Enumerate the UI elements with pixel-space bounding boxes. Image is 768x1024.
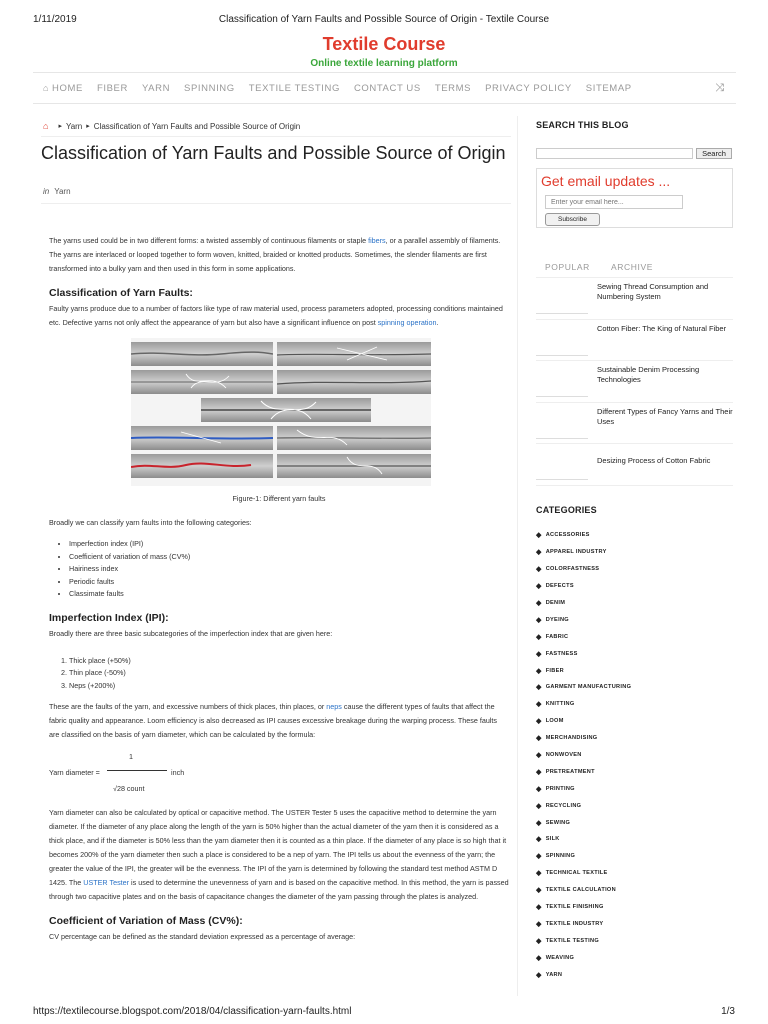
category-item[interactable]	[536, 578, 733, 595]
yarn-strip	[131, 342, 273, 366]
divider	[41, 136, 511, 137]
tag-icon: ◆	[536, 836, 542, 844]
post-thumbnail[interactable]	[536, 409, 588, 439]
list-item: 3. Neps (+200%)	[69, 680, 509, 693]
category-label: TEXTILE INDUSTRY	[545, 920, 604, 927]
category-label: PRINTING	[545, 785, 575, 792]
ipi-list	[69, 655, 509, 693]
main-nav	[33, 72, 736, 104]
popular-post-title[interactable]: Desizing Process of Cotton Fabric	[597, 456, 711, 465]
tab-popular[interactable]: POPULAR	[545, 262, 590, 272]
list-item: • Imperfection index (IPI)	[69, 538, 509, 551]
nav-label: HOME	[52, 82, 83, 94]
category-label: NONWOVEN	[545, 752, 582, 759]
category-item[interactable]	[536, 628, 733, 645]
formula-label: Yarn diameter =	[49, 768, 100, 777]
search-heading: SEARCH THIS BLOG	[536, 120, 629, 130]
tag-icon: ◆	[536, 971, 542, 979]
popular-post-title[interactable]: Different Types of Fancy Yarns and Their Uses	[597, 406, 733, 426]
post-title: Classification of Yarn Faults and Possible Source of Origin	[41, 143, 506, 163]
ipi-text-a: These are the faults of the yarn, and excessive numbers of thick places, thin places, or	[49, 702, 327, 711]
category-item[interactable]	[536, 915, 733, 932]
category-label: TECHNICAL TEXTILE	[545, 870, 608, 877]
post-thumbnail[interactable]	[536, 450, 588, 480]
search-form	[536, 148, 732, 160]
print-date: 1/11/2019	[33, 14, 77, 25]
popular-post[interactable]	[536, 444, 733, 486]
nav-home[interactable]	[43, 83, 83, 94]
category-item[interactable]	[536, 544, 733, 561]
faults-text-b: .	[436, 318, 439, 327]
tag-icon: ◆	[536, 802, 542, 810]
formula-unit: inch	[171, 768, 185, 777]
list-item: • Hairiness index	[69, 563, 509, 576]
figure-caption: Figure-1: Different yarn faults	[232, 494, 326, 503]
nav-fiber[interactable]: FIBER	[96, 82, 128, 94]
category-label: DENIM	[545, 600, 566, 606]
tag-icon: ◆	[536, 583, 542, 591]
ipi-intro: Broadly there are three basic subcategories of the imperfection index that are given here:	[49, 628, 333, 638]
breadcrumb-current: Classification of Yarn Faults and Possible Source of Origin	[93, 121, 301, 131]
page-number: 1/3	[721, 1006, 735, 1017]
print-url: https://textilecourse.blogspot.com/2018/04/classification-yarn-faults.html	[33, 1006, 352, 1017]
chevron-right-icon: ▸	[58, 123, 62, 130]
category-item[interactable]	[536, 696, 733, 713]
category-label: TEXTILE TESTING	[545, 937, 599, 944]
category-item[interactable]	[536, 645, 733, 662]
category-item[interactable]	[536, 966, 733, 983]
category-label: FASTNESS	[545, 650, 578, 657]
shuffle-icon[interactable]: ⤨	[715, 82, 724, 94]
uster-text-b: is used to determine the unevenness of yarn and is based on the capacitive method. In this method, the yarn is passed through two capacitive plates and on the basis of capacitance changes the diameter of the yarn passing through the plates is analyzed.	[49, 878, 509, 901]
category-item[interactable]	[536, 747, 733, 764]
spinning-operation-link[interactable]: spinning operation	[377, 318, 437, 327]
tag-icon: ◆	[536, 853, 542, 861]
popular-post[interactable]	[536, 278, 733, 320]
yarn-diameter-formula	[49, 750, 509, 796]
tag-icon: ◆	[536, 735, 542, 743]
post-meta	[43, 187, 71, 196]
popular-post-title[interactable]: Cotton Fiber: The King of Natural Fiber	[597, 323, 727, 333]
popular-post-title[interactable]: Sustainable Denim Processing Technologies	[597, 365, 700, 384]
category-label: FIBER	[545, 667, 564, 674]
print-title: Classification of Yarn Faults and Possible Source of Origin - Textile Course	[218, 14, 550, 25]
popular-post[interactable]	[536, 403, 733, 445]
category-item[interactable]	[536, 679, 733, 696]
categories-intro: Broadly we can classify yarn faults into the following categories:	[49, 518, 252, 527]
divider	[41, 203, 511, 204]
post-meta-in: in	[43, 187, 50, 196]
popular-archive-tabs	[536, 254, 733, 278]
popular-posts-list	[536, 278, 733, 486]
nav-sitemap[interactable]: SITEMAP	[585, 82, 632, 94]
category-item[interactable]	[536, 611, 733, 628]
tag-icon: ◆	[536, 633, 542, 641]
category-label: LOOM	[545, 718, 564, 725]
tag-icon: ◆	[536, 566, 542, 574]
category-label: WEAVING	[545, 954, 575, 961]
fault-categories-list	[69, 538, 509, 601]
tag-icon: ◆	[536, 937, 542, 945]
list-item: • Classimate faults	[69, 588, 509, 601]
category-label: TEXTILE CALCULATION	[545, 887, 616, 894]
category-label: FABRIC	[545, 633, 569, 640]
heading-cv: Coefficient of Variation of Mass (CV%):	[49, 915, 243, 927]
breadcrumb-yarn[interactable]: Yarn	[65, 121, 83, 131]
intro-text-b: , or a parallel assembly of filaments. The yarns are interlaced or looped together to form woven, knitted, braided or knotted products. Sometimes, the slender filaments are first transformed into a bulky yarn and then used in this form in some applications.	[49, 236, 501, 273]
category-label: GARMENT MANUFACTURING	[545, 684, 632, 691]
fraction-bar	[107, 770, 167, 771]
category-label: COLORFASTNESS	[545, 566, 600, 573]
post-thumbnail[interactable]	[536, 284, 588, 314]
tag-icon: ◆	[536, 650, 542, 658]
yarn-strip	[201, 398, 371, 422]
fibers-link[interactable]: fibers	[368, 236, 386, 245]
yarn-strip	[131, 370, 273, 394]
heading-classification: Classification of Yarn Faults:	[49, 287, 193, 299]
category-item[interactable]	[536, 848, 733, 865]
tag-icon: ◆	[536, 701, 542, 709]
tag-icon: ◆	[536, 785, 542, 793]
list-item: 1. Thick place (+50%)	[69, 655, 509, 668]
email-input[interactable]	[545, 195, 683, 209]
post-body	[49, 234, 509, 952]
nav-textile-testing[interactable]: TEXTILE TESTING	[248, 82, 340, 94]
popular-post-title[interactable]: Sewing Thread Consumption and Numbering System	[597, 282, 709, 301]
category-label: YARN	[545, 971, 563, 978]
breadcrumb	[43, 121, 300, 131]
category-label: APPAREL INDUSTRY	[545, 549, 607, 556]
tag-icon: ◆	[536, 718, 542, 726]
categories-heading: CATEGORIES	[536, 505, 597, 515]
tag-icon: ◆	[536, 920, 542, 928]
nav-privacy-policy[interactable]: PRIVACY POLICY	[485, 82, 572, 94]
yarn-strip	[131, 426, 273, 450]
category-label: PRETREATMENT	[545, 768, 595, 775]
formula-denominator: √28 count	[113, 784, 145, 793]
faults-text-a: Faulty yarns produce due to a number of factors like type of raw material used, process parameters adopted, processing conditions maintained etc. Defective yarns not only affect the appearance of yarn but also have a significant influence on post	[49, 304, 503, 327]
categories-list	[536, 527, 733, 983]
post-label-link[interactable]: Yarn	[54, 187, 71, 196]
tag-icon: ◆	[536, 870, 542, 878]
category-label: SILK	[545, 836, 560, 843]
uster-paragraph	[49, 806, 509, 904]
category-item[interactable]	[536, 595, 733, 612]
yarn-faults-figure	[131, 338, 431, 486]
list-item: • Coefficient of variation of mass (CV%)	[69, 551, 509, 564]
category-label: RECYCLING	[545, 802, 582, 809]
search-input[interactable]	[536, 148, 693, 159]
post-thumbnail[interactable]	[536, 367, 588, 397]
category-item[interactable]	[536, 882, 733, 899]
home-icon[interactable]: ⌂	[43, 121, 49, 131]
category-label: DEFECTS	[545, 583, 574, 590]
ipi-text-b: cause the different types of faults that affect the fabric quality and appearance. Loom efficiency is also decreased as IPI causes excessive breakage during the warping process. These faults are classified on the basis of yarn diameter, which can be calculated by the formula:	[49, 702, 498, 739]
nav-terms[interactable]: TERMS	[434, 82, 472, 94]
site-tagline: Online textile learning platform	[310, 58, 458, 69]
tag-icon: ◆	[536, 667, 542, 675]
popular-post[interactable]	[536, 361, 733, 403]
category-item[interactable]	[536, 713, 733, 730]
category-item[interactable]	[536, 527, 733, 544]
uster-text-a: Yarn diameter can also be calculated by optical or capacitive method. The USTER Tester 5 uses the capacitive method to determine the yarn diameter. If the diameter of any place along the length of the yarn is 50% higher than the actual diameter of the yarn then it is considered as a thick place, and if the diameter is 50% less than the yarn diameter then it is counted as a thin place. If the diameter of any place is so high that it becomes 200% of the yarn diameter then such a place is considered to be a nep of yarn. The IPI tells us about the evenness of the yarn; the greater the value of the IPI, the greater will be the evenness. The IPI of the yarn is determined by following the standard test method ASTM D 1425. The	[49, 808, 507, 887]
intro-paragraph	[49, 234, 509, 276]
category-item[interactable]	[536, 662, 733, 679]
nav-contact-us[interactable]: CONTACT US	[353, 82, 421, 94]
category-item[interactable]	[536, 949, 733, 966]
print-footer	[0, 1000, 768, 1024]
category-label: SPINNING	[545, 853, 576, 860]
yarn-strip	[131, 454, 273, 478]
category-item[interactable]	[536, 780, 733, 797]
formula-numerator: 1	[129, 752, 133, 761]
neps-link[interactable]: neps	[326, 702, 342, 711]
tag-icon: ◆	[536, 954, 542, 962]
yarn-strip	[277, 426, 431, 450]
category-item[interactable]	[536, 763, 733, 780]
chevron-right-icon: ▸	[86, 123, 90, 130]
tab-archive[interactable]: ARCHIVE	[611, 262, 653, 272]
tag-icon: ◆	[536, 768, 542, 776]
yarn-strip	[277, 342, 431, 366]
category-item[interactable]	[536, 932, 733, 949]
yarn-strip	[277, 454, 431, 478]
tag-icon: ◆	[536, 600, 542, 607]
print-header	[0, 0, 768, 28]
popular-post[interactable]	[536, 320, 733, 362]
list-item: • Periodic faults	[69, 576, 509, 589]
tag-icon: ◆	[536, 904, 542, 912]
nav-yarn[interactable]: YARN	[141, 82, 171, 94]
uster-tester-link[interactable]: USTER Tester	[83, 878, 130, 887]
tag-icon: ◆	[536, 752, 542, 760]
yarn-strip	[277, 370, 431, 394]
ipi-paragraph	[49, 700, 509, 742]
intro-text-a: The yarns used could be in two different forms: a twisted assembly of continuous filaments or staple	[49, 236, 369, 245]
cv-paragraph: CV percentage can be defined as the standard deviation expressed as a percentage of average:	[49, 932, 356, 941]
category-item[interactable]	[536, 899, 733, 916]
category-item[interactable]	[536, 730, 733, 747]
category-item[interactable]	[536, 865, 733, 882]
email-heading: Get email updates ...	[541, 173, 671, 189]
category-label: SEWING	[545, 819, 571, 826]
subscribe-button[interactable]: Subscribe	[545, 213, 600, 226]
category-label: KNITTING	[545, 701, 575, 708]
category-label: ACCESSORIES	[545, 532, 590, 539]
search-button[interactable]: Search	[696, 148, 732, 159]
list-item: 2. Thin place (-50%)	[69, 667, 509, 680]
tag-icon: ◆	[536, 532, 542, 540]
main-content	[33, 116, 518, 996]
category-label: TEXTILE FINISHING	[545, 904, 604, 911]
tag-icon: ◆	[536, 549, 542, 557]
faults-paragraph	[49, 302, 509, 330]
category-label: DYEING	[545, 616, 569, 623]
site-title[interactable]: Textile Course	[322, 34, 446, 54]
tag-icon: ◆	[536, 616, 542, 624]
category-item[interactable]	[536, 814, 733, 831]
email-subscribe-box	[536, 168, 733, 228]
category-item[interactable]	[536, 797, 733, 814]
category-label: MERCHANDISING	[545, 735, 598, 742]
post-thumbnail[interactable]	[536, 326, 588, 356]
tag-icon: ◆	[536, 819, 542, 827]
tag-icon: ◆	[536, 887, 542, 895]
nav-spinning[interactable]: SPINNING	[184, 82, 235, 94]
category-item[interactable]	[536, 561, 733, 578]
category-item[interactable]	[536, 831, 733, 848]
tag-icon: ◆	[536, 684, 542, 692]
home-icon: ⌂	[43, 83, 50, 93]
heading-ipi: Imperfection Index (IPI):	[49, 611, 169, 624]
